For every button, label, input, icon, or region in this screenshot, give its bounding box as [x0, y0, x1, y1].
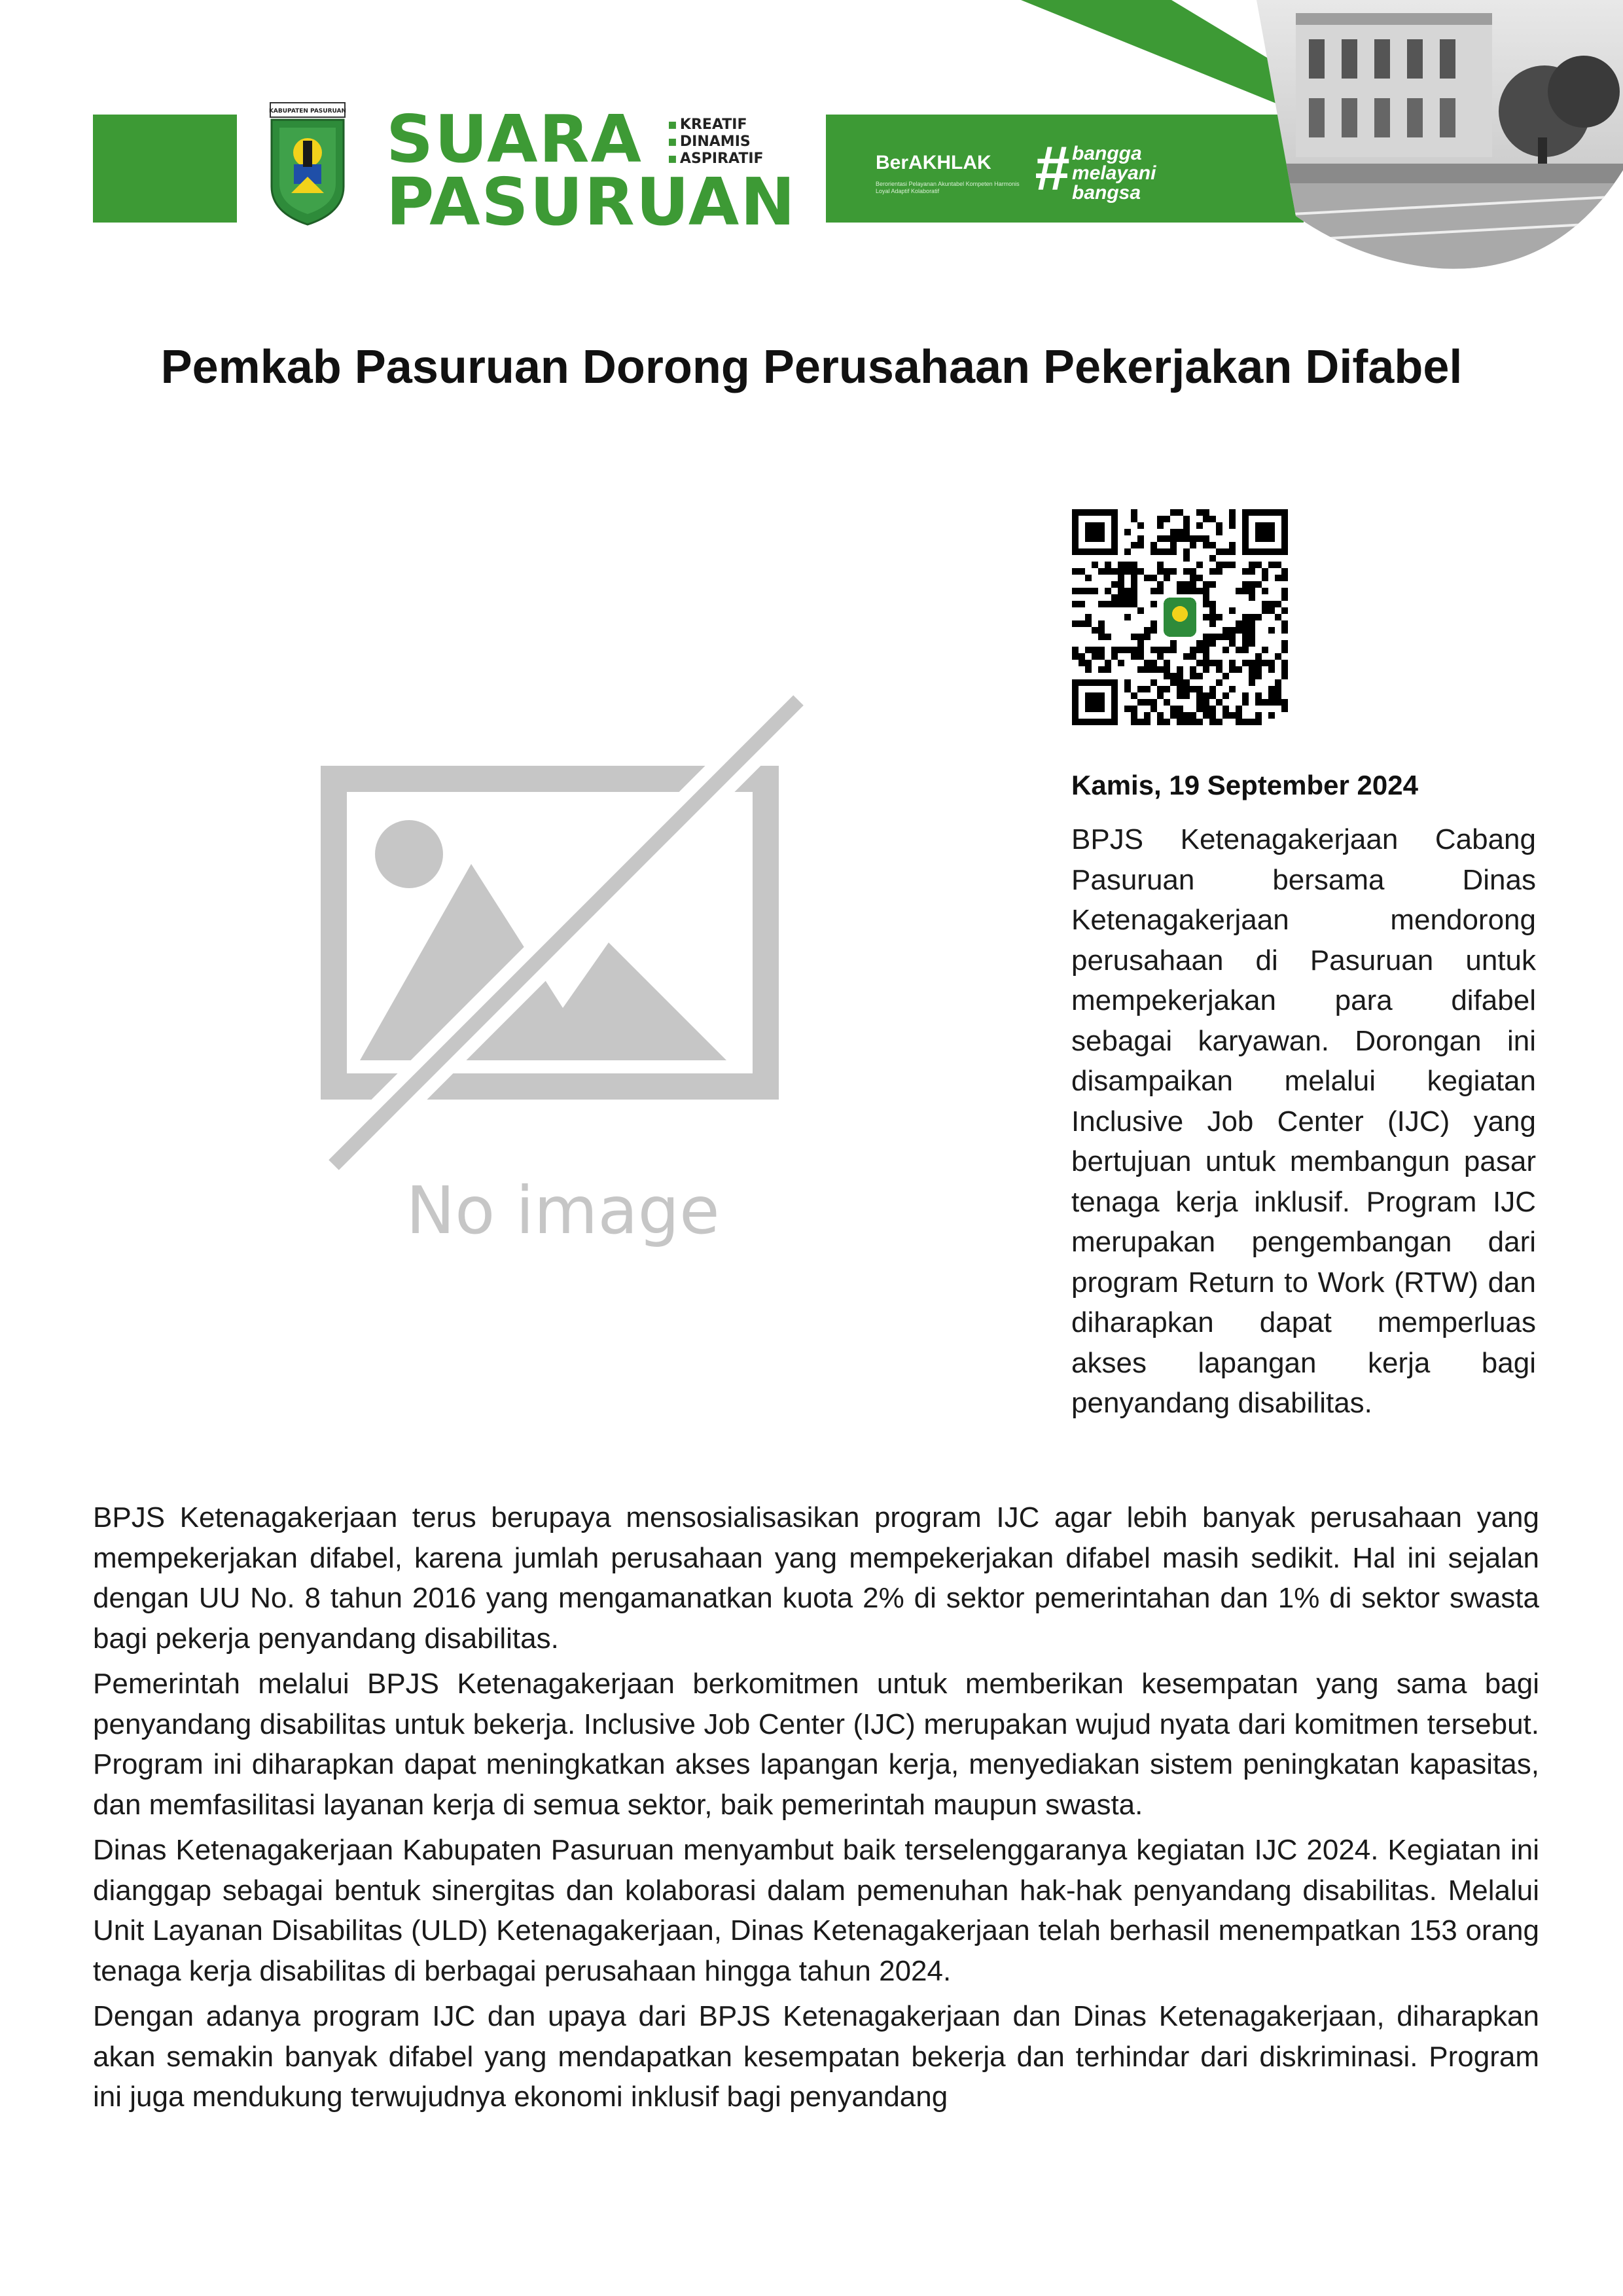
- bangga-word: melayani: [1072, 162, 1156, 184]
- bangga-word: bangsa: [1072, 182, 1141, 204]
- article-body: [93, 1498, 1539, 2123]
- lead-paragraph: BPJS Ketenagakerjaan Cabang Pasuruan bersama Dinas Ketenagakerjaan mendorong perusahaan di Pasuruan untuk mempekerjakan para difabel sebagai karyawan. Dorongan ini disampaikan melalui kegiatan Inclusive Job Center (IJC) yang bertujuan untuk membangun pasar tenaga kerja inklusif. Program IJC merupakan pengembangan dari program Return to Work (RTW) dan diharapkan dapat memperluas akses lapangan kerja bagi penyandang disabilitas.: [1071, 823, 1536, 1419]
- svg-text:KABUPATEN PASURUAN: KABUPATEN PASURUAN: [268, 108, 347, 115]
- body-paragraph: Dinas Ketenagakerjaan Kabupaten Pasuruan menyambut baik terselenggaranya kegiatan IJC 2024. Kegiatan ini dianggap sebagai bentuk sinergitas dan kolaborasi dalam pemenuhan hak-hak penyandang disabilitas. Melalui Unit Layanan Disabilitas (ULD) Ketenagakerjaan, Dinas Ketenagakerjaan telah berhasil menempatkan 153 orang tenaga kerja disabilitas di berbagai perusahaan hingga tahun 2024.: [93, 1834, 1539, 1987]
- tagline-item: ▪ DINAMIS: [668, 134, 764, 151]
- tagline-item: ▪ ASPIRATIF: [668, 151, 764, 168]
- berakhlak-logo: BerAKHLAK: [876, 152, 991, 173]
- header-green-block: [93, 115, 237, 223]
- bangga-melayani-bangsa-logo: [1034, 136, 1204, 208]
- brand-line-2: PASURUAN: [386, 164, 796, 240]
- qr-code-icon[interactable]: [1072, 509, 1288, 725]
- body-paragraph: Dengan adanya program IJC dan upaya dari BPJS Ketenagakerjaan dan Dinas Ketenagakerjaan, diharapkan akan semakin banyak difabel yang mendapatkan kesempatan bekerja dan terhindar dari diskriminasi. Program ini juga mendukung terwujudnya ekonomi inklusif bagi penyandang: [93, 2000, 1539, 2113]
- body-paragraph: Pemerintah melalui BPJS Ketenagakerjaan berkomitmen untuk memberikan kesempatan yang sama bagi penyandang disabilitas untuk bekerja. Inclusive Job Center (IJC) merupakan wujud nyata dari komitmen tersebut. Program ini diharapkan dapat meningkatkan akses lapangan kerja, menyediakan sistem peningkatan kapasitas, dan memfasilitasi layanan kerja di semua sektor, baik pemerintah maupun swasta.: [93, 1668, 1539, 1821]
- article-title: Pemkab Pasuruan Dorong Perusahaan Pekerjakan Difabel: [160, 341, 1463, 393]
- no-image-label: No image: [406, 1172, 720, 1249]
- body-paragraph: BPJS Ketenagakerjaan terus berupaya mensosialisasikan program IJC agar lebih banyak perusahaan yang mempekerjakan difabel, karena jumlah perusahaan yang mempekerjakan difabel masih sedikit. Hal ini sejalan dengan UU No. 8 tahun 2016 yang mengamanatkan kuota 2% di sektor pemerintahan dan 1% di sektor swasta bagi pekerja penyandang disabilitas.: [93, 1501, 1539, 1655]
- tagline-item: ▪ KREATIF: [668, 117, 764, 134]
- lead-column: [1071, 819, 1536, 1424]
- kabupaten-pasuruan-crest-icon: [265, 101, 350, 226]
- brand-line-1: SUARA: [386, 101, 643, 177]
- bangga-word: bangga: [1072, 143, 1142, 164]
- berakhlak-subtitle: Berorientasi Pelayanan Akuntabel Kompeten Harmonis Loyal Adaptif Kolaboratif: [876, 181, 1020, 194]
- brand-taglines: [668, 117, 764, 168]
- hashtag-icon: #: [1034, 134, 1069, 204]
- article-date: Kamis, 19 September 2024: [1071, 770, 1418, 800]
